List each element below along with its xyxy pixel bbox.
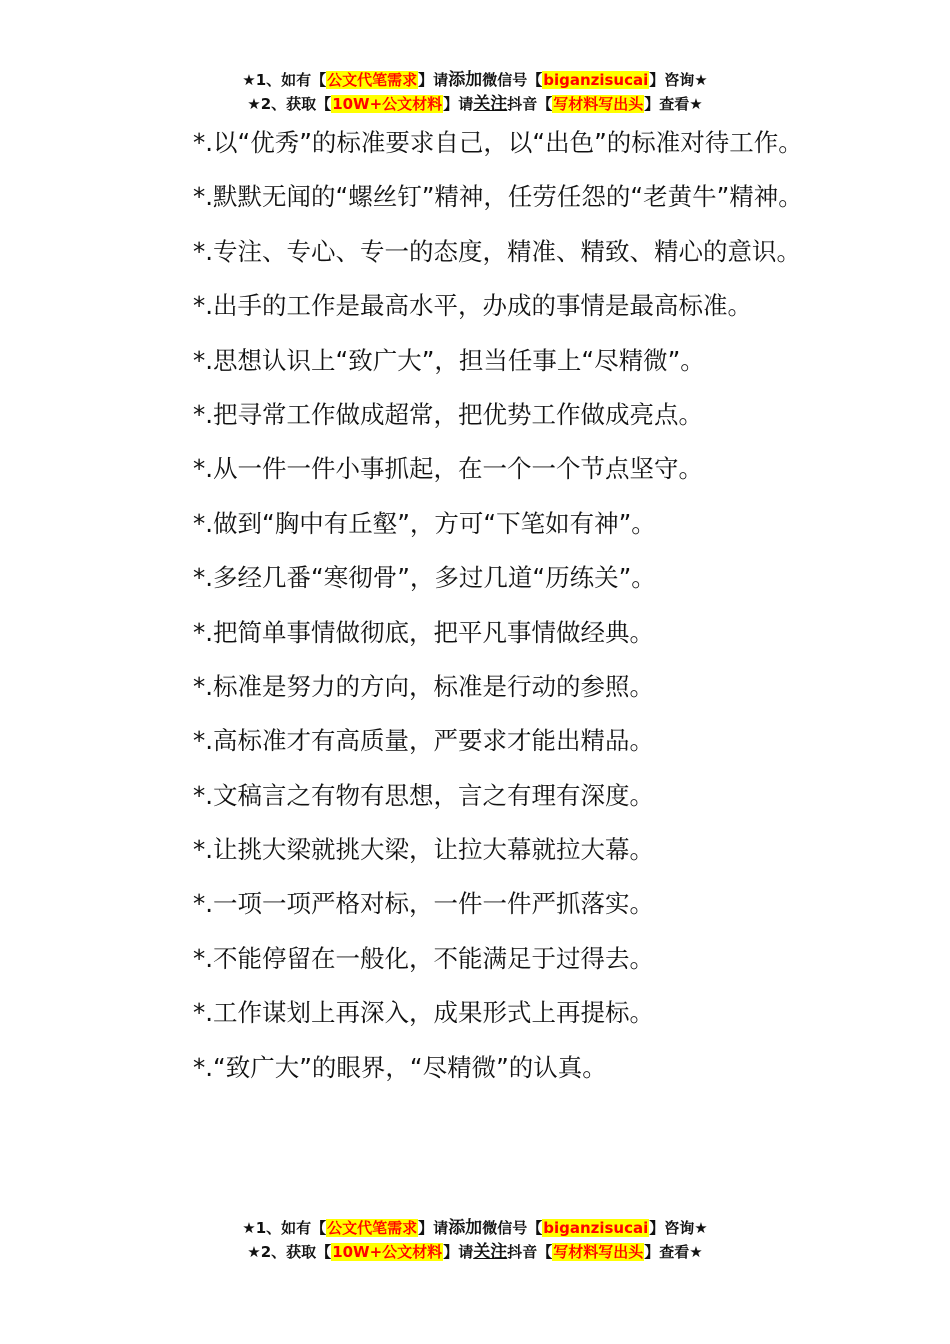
- banner-text: 】请: [443, 1243, 474, 1261]
- banner-text: 微信号【: [482, 71, 543, 89]
- highlight-service: 公文代笔需求: [327, 1219, 418, 1237]
- document-body: [144, 120, 824, 1099]
- list-item: *.以“优秀”的标准要求自己，以“出色”的标准对待工作。: [193, 128, 803, 157]
- highlight-materials: 10W+公文材料: [332, 95, 443, 113]
- list-item: *.思想认识上“致广大”，担当任事上“尽精微”。: [193, 345, 705, 375]
- banner-text: ★2、获取【: [247, 1243, 332, 1261]
- banner-text: ★1、如有【: [242, 71, 327, 89]
- list-item: *.从一件一件小事抓起，在一个一个节点坚守。: [193, 454, 704, 484]
- banner-line-1: [0, 1216, 950, 1240]
- banner-line-2: [0, 1240, 950, 1264]
- banner-line-2: [0, 92, 950, 116]
- banner-text: 】查看★: [644, 95, 703, 113]
- banner-text: ★2、获取【: [247, 95, 332, 113]
- highlight-douyin-account: 写材料写出头: [553, 1243, 644, 1261]
- highlight-wechat-id: biganzisucai: [543, 1219, 649, 1237]
- list-item: *.高标准才有高质量，严要求才能出精品。: [193, 726, 655, 756]
- banner-emphasis: 添加: [448, 1218, 483, 1238]
- banner-text: 】请: [418, 71, 449, 89]
- highlight-wechat-id: biganzisucai: [543, 71, 649, 89]
- banner-text: 】咨询★: [649, 1219, 708, 1237]
- banner-text: 抖音【: [507, 95, 553, 113]
- banner-line-1: [0, 68, 950, 92]
- banner-text: 抖音【: [507, 1243, 553, 1261]
- list-item: *.多经几番“寒彻骨”，多过几道“历练关”。: [193, 563, 656, 593]
- banner-emphasis: 关注: [473, 1242, 508, 1262]
- banner-text: ★1、如有【: [242, 1219, 327, 1237]
- footer-banner: [0, 1216, 950, 1264]
- banner-emphasis: 添加: [448, 70, 483, 90]
- list-item: *.默默无闻的“螺丝钉”精神，任劳任怨的“老黄牛”精神。: [193, 182, 803, 212]
- list-item: *.专注、专心、专一的态度，精准、精致、精心的意识。: [193, 236, 802, 266]
- list-item: *.出手的工作是最高水平，办成的事情是最高标准。: [193, 291, 753, 321]
- list-item: *.让挑大梁就挑大梁，让拉大幕就拉大幕。: [193, 835, 655, 865]
- list-item: *.把寻常工作做成超常，把优势工作做成亮点。: [193, 399, 704, 429]
- header-banner: [0, 68, 950, 116]
- banner-emphasis: 关注: [473, 94, 508, 114]
- list-item: *.把简单事情做彻底，把平凡事情做经典。: [193, 617, 655, 647]
- list-item: *.工作谋划上再深入，成果形式上再提标。: [193, 998, 655, 1028]
- banner-text: 】咨询★: [649, 71, 708, 89]
- list-item: *.标准是努力的方向，标准是行动的参照。: [193, 671, 655, 701]
- highlight-douyin-account: 写材料写出头: [553, 95, 644, 113]
- highlight-materials: 10W+公文材料: [332, 1243, 443, 1261]
- highlight-service: 公文代笔需求: [327, 71, 418, 89]
- banner-text: 】请: [443, 95, 474, 113]
- banner-text: 】请: [418, 1219, 449, 1237]
- banner-text: 微信号【: [482, 1219, 543, 1237]
- list-item: *.不能停留在一般化，不能满足于过得去。: [193, 943, 655, 973]
- list-item: *.一项一项严格对标，一件一件严抓落实。: [193, 889, 655, 919]
- list-item: *.“致广大”的眼界，“尽精微”的认真。: [193, 1052, 607, 1082]
- banner-text: 】查看★: [644, 1243, 703, 1261]
- list-item: *.文稿言之有物有思想，言之有理有深度。: [193, 780, 655, 810]
- list-item: *.做到“胸中有丘壑”，方可“下笔如有神”。: [193, 508, 656, 538]
